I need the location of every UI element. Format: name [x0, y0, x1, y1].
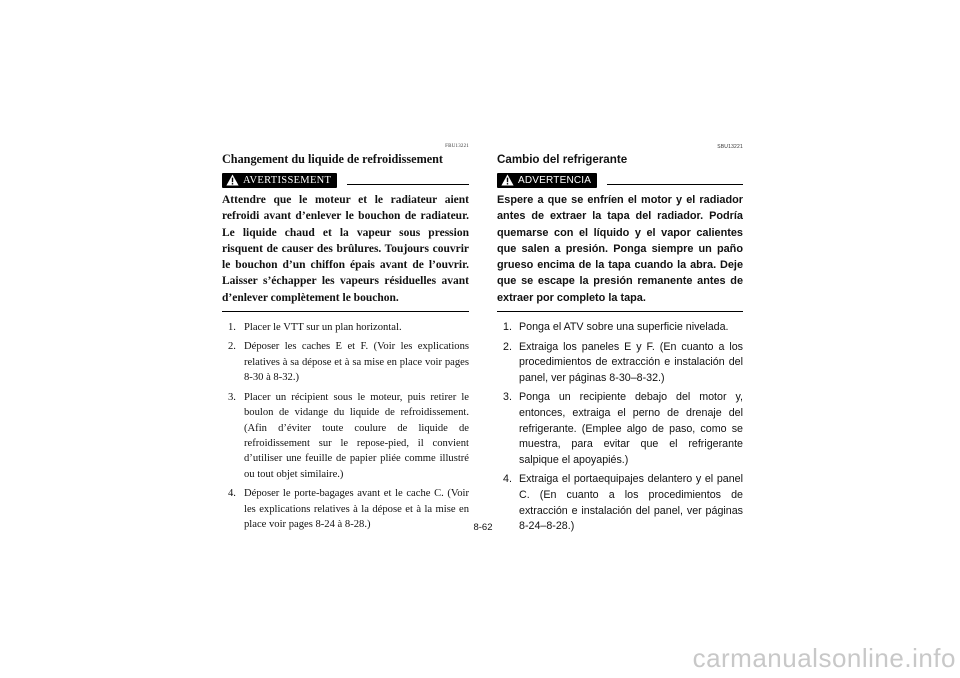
list-item [228, 339, 469, 385]
steps-list [222, 320, 469, 532]
warning-text: Espere a que se enfríen el motor y el radiador antes de extraer la tapa del radiador. Podría quemarse con el líquido y el vapor calientes que salen a presión. Ponga siempre un paño grueso encima de la tapa cuando la abra. Deje que se escape la presión remanente antes de extraer por completo la tapa. [497, 192, 743, 312]
spanish-column [497, 143, 743, 539]
section-code: FBU13221 [445, 144, 469, 149]
step-text: Déposer les caches E et F. (Voir les explications relatives à sa dépose et à sa mise en place voir pages 8-30 à 8-32.) [244, 341, 469, 384]
warning-label: AVERTISSEMENT [243, 174, 332, 186]
step-text: Extraiga el portaequipajes delantero y el panel C. (En cuanto a los procedimientos de extracción e instalación del panel, ver páginas 8-24–8-28.) [519, 473, 743, 533]
list-item [503, 472, 743, 534]
warning-triangle-icon [226, 174, 239, 186]
warning-rule [347, 184, 469, 185]
warning-text: Attendre que le moteur et le radiateur aient refroidi avant d’enlever le bouchon de radiateur. Le liquide chaud et la vapeur sous pression risquent de causer des brûlures. Toujours couvrir le bouchon d’un chiffon épais avant de l’ouvrir. Laisser s’échapper les vapeurs résiduelles avant d’enlever complètement le bouchon. [222, 192, 469, 312]
list-item [228, 320, 469, 335]
step-number: 3. [503, 391, 512, 404]
warning-triangle-icon [501, 174, 514, 186]
list-item [228, 390, 469, 482]
step-text: Ponga un recipiente debajo del motor y, entonces, extraiga el perno de drenaje del refrigerante. (Emplee algo de paso, como se muestra, para evitar que el refrigerante salpique el apoyapiés.) [519, 391, 743, 466]
page-number: 8-62 [473, 522, 493, 533]
step-number: 2. [503, 340, 512, 353]
warning-badge [497, 173, 597, 188]
step-text: Placer le VTT sur un plan horizontal. [244, 322, 402, 334]
warning-header [222, 172, 469, 188]
step-text: Ponga el ATV sobre una superficie nivelada. [519, 321, 729, 334]
step-number: 1. [503, 321, 512, 334]
warning-header [497, 172, 743, 188]
section-code: SBU13221 [717, 144, 743, 150]
list-item [503, 390, 743, 468]
warning-badge [222, 173, 337, 188]
section-heading: Changement du liquide de refroidissement [222, 152, 443, 166]
list-item [503, 320, 743, 336]
step-text: Placer un récipient sous le moteur, puis retirer le boulon de vidange du liquide de refroidissement. (Afin d’éviter toute coulure de liquide de refroidissement sur le repose-pied, il convient d’utiliser une feuille de papier pliée comme illustré ou tout objet similaire.) [244, 391, 469, 480]
warning-rule [607, 184, 743, 185]
warning-label: ADVERTENCIA [518, 174, 592, 186]
step-number: 4. [503, 473, 512, 486]
list-item [503, 340, 743, 387]
section-heading: Cambio del refrigerante [497, 153, 628, 166]
step-number: 1. [228, 322, 236, 334]
step-text: Déposer le porte-bagages avant et le cache C. (Voir les explications relatives à la dépose et à la mise en place voir pages 8-24 à 8-28.) [244, 488, 469, 530]
french-column [222, 143, 469, 536]
list-item [228, 486, 469, 532]
steps-list [497, 320, 743, 535]
step-text: Extraiga los paneles E y F. (En cuanto a los procedimientos de extracción e instalación del panel, ver páginas 8-30–8-32.) [519, 340, 743, 384]
watermark: carmanualsonline.info [692, 643, 956, 673]
step-number: 2. [228, 341, 236, 353]
step-number: 4. [228, 488, 236, 500]
step-number: 3. [228, 391, 236, 403]
